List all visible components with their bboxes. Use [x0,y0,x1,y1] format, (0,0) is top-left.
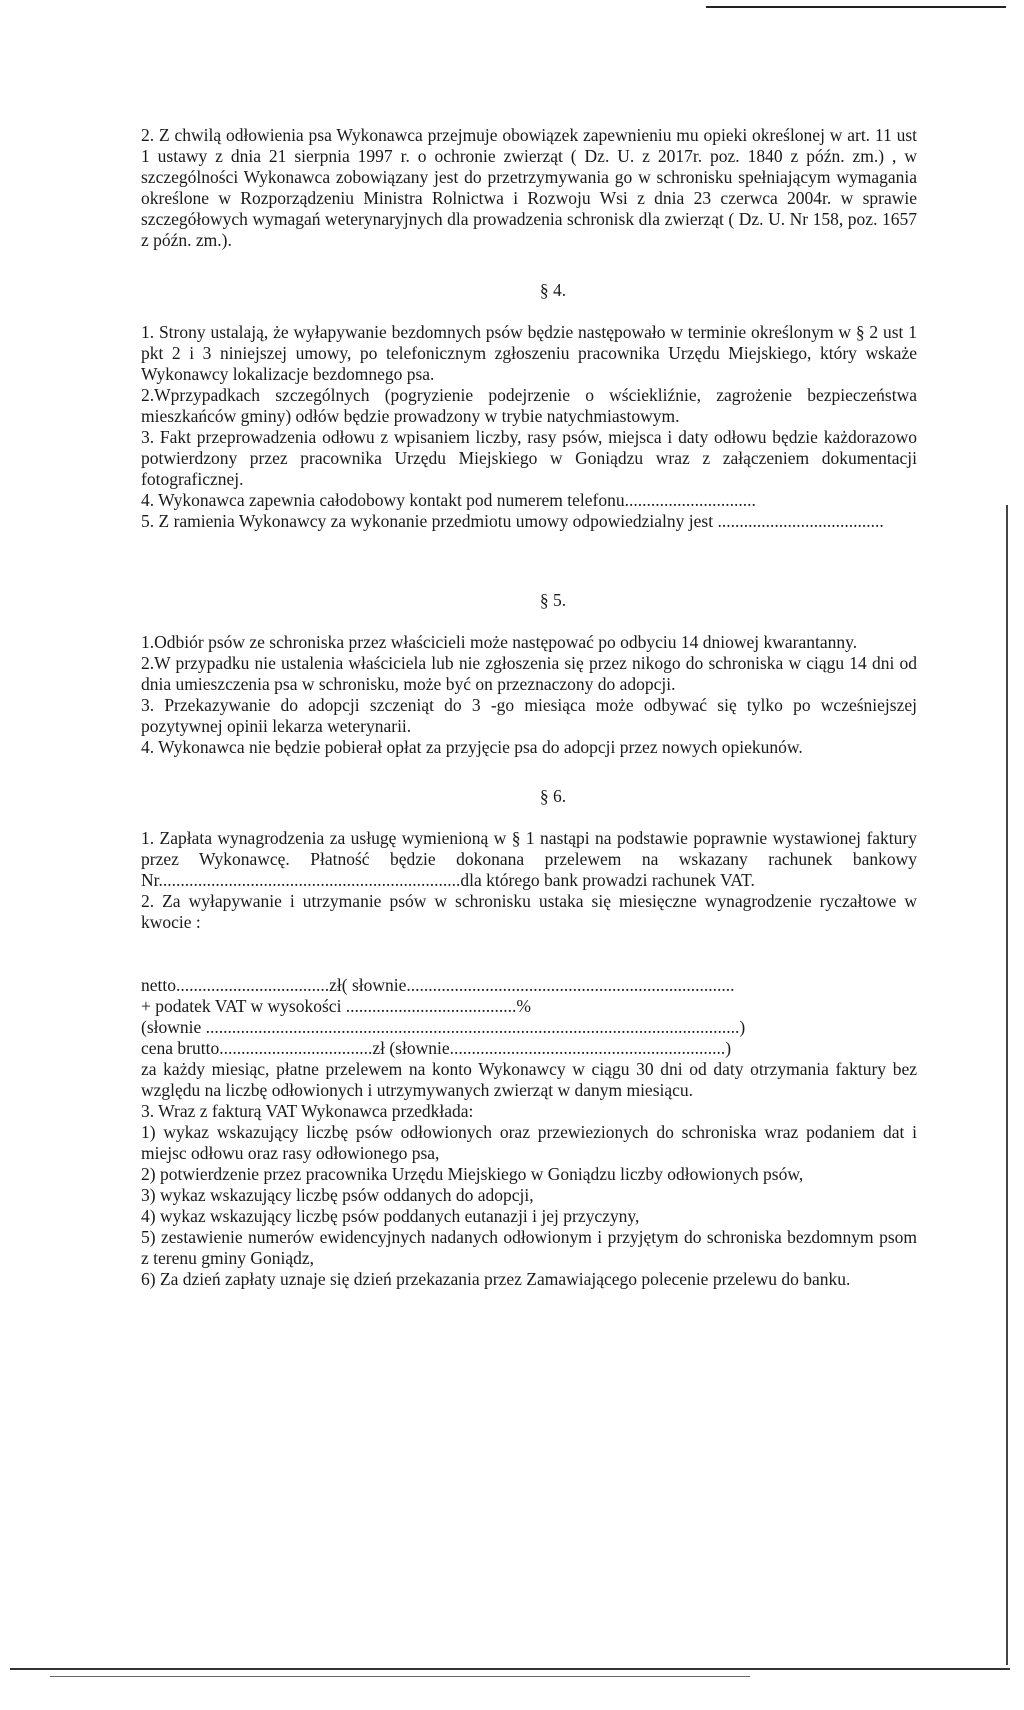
section-5-heading: § 5. [539,590,567,610]
list-item: 3) wykaz wskazujący liczbę psów oddanych do adopcji, [141,1185,534,1205]
section6-paragraph-1: 1. Zapłata wynagrodzenia za usługę wymienioną w § 1 nastąpi na podstawie poprawnie wystawionej faktury przez Wykonawcę. Płatność będzie dokonana przelewem na wskazany rachunek bankowy Nr.....................................................................dla którego bank prowadzi rachunek VAT. [141,828,917,890]
monthly-payment-paragraph: za każdy miesiąc, płatne przelewem na konto Wykonawcy w ciągu 30 dni od daty otrzymania faktury bez względu na liczbę odłowionych i utrzymywanych zwierząt w danym miesiącu. [141,1059,917,1100]
scan-top-edge-line [706,6,1006,8]
scan-right-edge-line [1006,505,1008,1665]
list-item: 1) wykaz wskazujący liczbę psów odłowionych oraz przewiezionych do schroniska wraz podaniem dat i miejsc odłowu oraz rasy odłowionego psa, [141,1122,917,1163]
section5-paragraph-3: 3. Przekazywanie do adopcji szczeniąt do 3 -go miesiąca może odbywać się tylko po wcześniejszej pozytywnej opinii lekarza weterynarii. [141,695,917,736]
scan-bottom-edge-line [10,1668,1010,1670]
blank-gap [141,933,917,975]
document-page [141,125,917,1290]
netto-line: netto...................................zł( słownie........................................................................... [141,975,735,995]
section4-paragraph-3: 3. Fakt przeprowadzenia odłowu z wpisaniem liczby, rasy psów, miejsca i daty odłowu będzie każdorazowo potwierdzony przez pracownika Urzędu Miejskiego w Goniądzu wraz z załączeniem dokumentacji fotograficznej. [141,427,917,489]
vat-line: + podatek VAT w wysokości .......................................% [141,996,532,1016]
section4-paragraph-5: 5. Z ramienia Wykonawcy za wykonanie przedmiotu umowy odpowiedzialny jest ...................................... [141,511,884,531]
slownie-line: (słownie ..........................................................................................................................) [141,1017,746,1037]
section4-paragraph-2: 2.Wprzypadkach szczególnych (pogryzienie podejrzenie o wściekliźnie, zagrożenie bezpieczeństwa mieszkańców gminy) odłów będzie prowadzony w trybie natychmiastowym. [141,385,917,426]
section6-paragraph-3: 3. Wraz z fakturą VAT Wykonawca przedkłada: [141,1101,474,1121]
brutto-line: cena brutto...................................zł (słownie...............................................................) [141,1038,732,1058]
scan-bottom-edge-line-secondary [50,1676,750,1677]
section4-paragraph-1: 1. Strony ustalają, że wyłapywanie bezdomnych psów będzie następowało w terminie określonym w § 2 ust 1 pkt 2 i 3 niniejszej umowy, po telefonicznym zgłoszeniu pracownika Urzędu Miejskiego, który wskaże Wykonawcy lokalizacje bezdomnego psa. [141,322,917,384]
section3-paragraph-2: 2. Z chwilą odłowienia psa Wykonawca przejmuje obowiązek zapewnieniu mu opieki określonej w art. 11 ust 1 ustawy z dnia 21 sierpnia 1997 r. o ochronie zwierząt ( Dz. U. z 2017r. poz. 1840 z późn. zm.) , w szczególności Wykonawca zobowiązany jest do przetrzymywania go w schronisku spełniającym wymagania określone w Rozporządzeniu Ministra Rolnictwa i Rozwoju Wsi z dnia 23 czerwca 2004r. w sprawie szczegółowych wymagań weterynaryjnych dla prowadzenia schronisk dla zwierząt ( Dz. U. Nr 158, poz. 1657 z późn. zm.). [141,125,917,250]
list-item: 2) potwierdzenie przez pracownika Urzędu Miejskiego w Goniądzu liczby odłowionych psów, [141,1164,804,1184]
section4-paragraph-4: 4. Wykonawca zapewnia całodobowy kontakt pod numerem telefonu.............................. [141,490,756,510]
section5-paragraph-2: 2.W przypadku nie ustalenia właściciela lub nie zgłoszenia się przez nikogo do schroniska w ciągu 14 dni od dnia umieszczenia psa w schronisku, może być on przeznaczony do adopcji. [141,653,917,694]
section5-paragraph-1: 1.Odbiór psów ze schroniska przez właścicieli może następować po odbyciu 14 dniowej kwarantanny. [141,632,858,652]
list-item: 4) wykaz wskazujący liczbę psów poddanych eutanazji i jej przyczyny, [141,1206,640,1226]
section-4-heading: § 4. [539,280,567,300]
section6-paragraph-2: 2. Za wyłapywanie i utrzymanie psów w schronisku ustaka się miesięczne wynagrodzenie ryczałtowe w kwocie : [141,891,917,932]
section-6-heading: § 6. [539,786,567,806]
list-item: 5) zestawienie numerów ewidencyjnych nadanych odłowionym i przyjętym do schroniska bezdomnym psom z terenu gminy Goniądz, [141,1227,917,1268]
list-item: 6) Za dzień zapłaty uznaje się dzień przekazania przez Zamawiającego polecenie przelewu do banku. [141,1269,851,1289]
section5-paragraph-4: 4. Wykonawca nie będzie pobierał opłat za przyjęcie psa do adopcji przez nowych opiekunów. [141,737,803,757]
